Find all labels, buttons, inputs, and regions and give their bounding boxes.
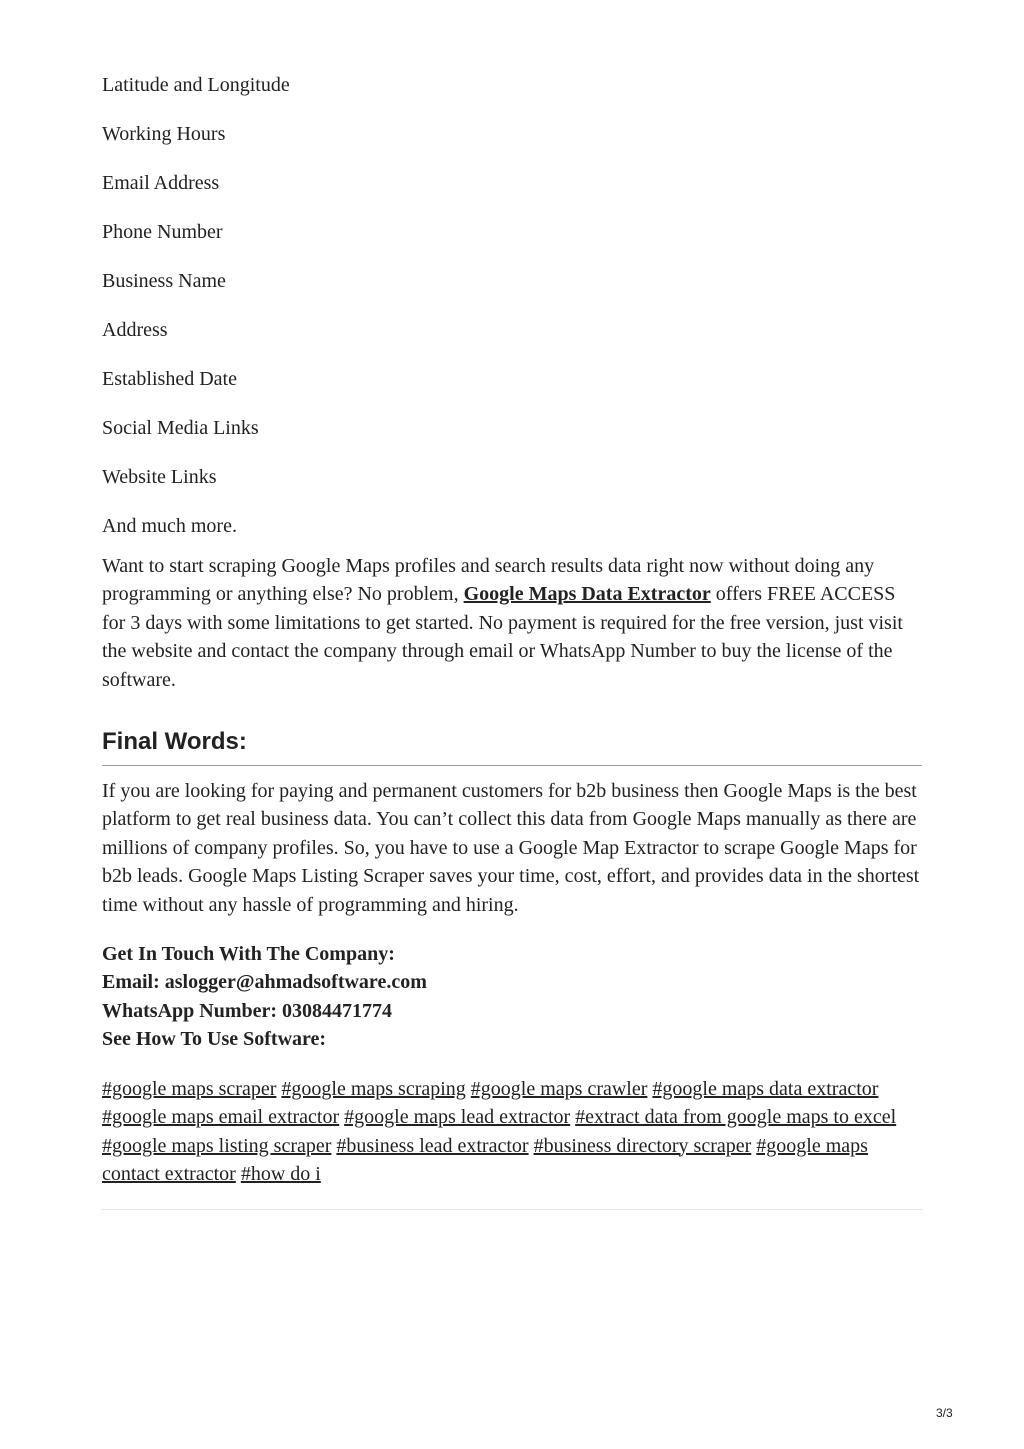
list-item: And much more. xyxy=(102,515,237,537)
tag-link[interactable]: #business lead extractor xyxy=(336,1134,529,1157)
document-body xyxy=(102,70,922,1210)
list-item: Working Hours xyxy=(102,123,226,145)
google-maps-data-extractor-link[interactable]: Google Maps Data Extractor xyxy=(463,583,711,606)
tag-link[interactable]: #extract data from google maps to excel xyxy=(575,1106,897,1129)
contact-block xyxy=(102,940,922,1054)
tag-link[interactable]: #google maps crawler xyxy=(470,1077,648,1100)
list-item: Established Date xyxy=(102,368,237,390)
list-item: Business Name xyxy=(102,270,226,292)
tag-link[interactable]: #how do i xyxy=(240,1162,321,1185)
list-item: Social Media Links xyxy=(102,417,259,439)
final-words-heading: Final Words: xyxy=(102,727,922,766)
page-number: 3/3 xyxy=(936,1406,953,1420)
list-item: Website Links xyxy=(102,466,217,488)
intro-paragraph xyxy=(102,552,922,694)
tag-list xyxy=(102,1075,922,1189)
list-item: Address xyxy=(102,319,168,341)
tag-link[interactable]: #business directory scraper xyxy=(533,1134,752,1157)
tag-link[interactable]: #google maps lead extractor xyxy=(344,1106,571,1129)
field-list xyxy=(102,70,922,541)
contact-email: Email: aslogger@ahmadsoftware.com xyxy=(102,971,427,994)
contact-whatsapp: WhatsApp Number: 03084471774 xyxy=(102,999,393,1022)
tag-link[interactable]: #google maps scraper xyxy=(102,1077,277,1100)
final-paragraph: If you are looking for paying and permanent customers for b2b business then Google Maps is the best platform to get real business data. You can’t collect this data from Google Maps manually as there are millions of company profiles. So, you have to use a Google Map Extractor to scrape Google Maps for b2b leads. Google Maps Listing Scraper saves your time, cost, effort, and provides data in the shortest time without any hassle of programming and hiring. xyxy=(102,780,920,916)
tag-link[interactable]: #google maps contact extractor xyxy=(102,1134,868,1185)
divider xyxy=(102,1209,922,1210)
tag-link[interactable]: #google maps data extractor xyxy=(652,1077,879,1100)
tag-link[interactable]: #google maps scraping xyxy=(281,1077,466,1100)
intro-text-continued: offers FREE ACCESS for 3 days with some limitations to get started. No payment is required for the free version, just visit the website and contact the company through email or WhatsApp Number to buy the license of the software. xyxy=(102,583,903,691)
get-in-touch-label: Get In Touch With The Company: xyxy=(102,943,395,966)
intro-text: Want to start scraping Google Maps profiles and search results data right now without doing any programming or anything else? No problem, xyxy=(102,555,875,606)
list-item: Phone Number xyxy=(102,221,223,243)
list-item: Email Address xyxy=(102,172,220,194)
list-item: Latitude and Longitude xyxy=(102,74,290,96)
see-how-label: See How To Use Software: xyxy=(102,1028,327,1051)
tag-link[interactable]: #google maps listing scraper xyxy=(102,1134,332,1157)
tag-link[interactable]: #google maps email extractor xyxy=(102,1106,340,1129)
